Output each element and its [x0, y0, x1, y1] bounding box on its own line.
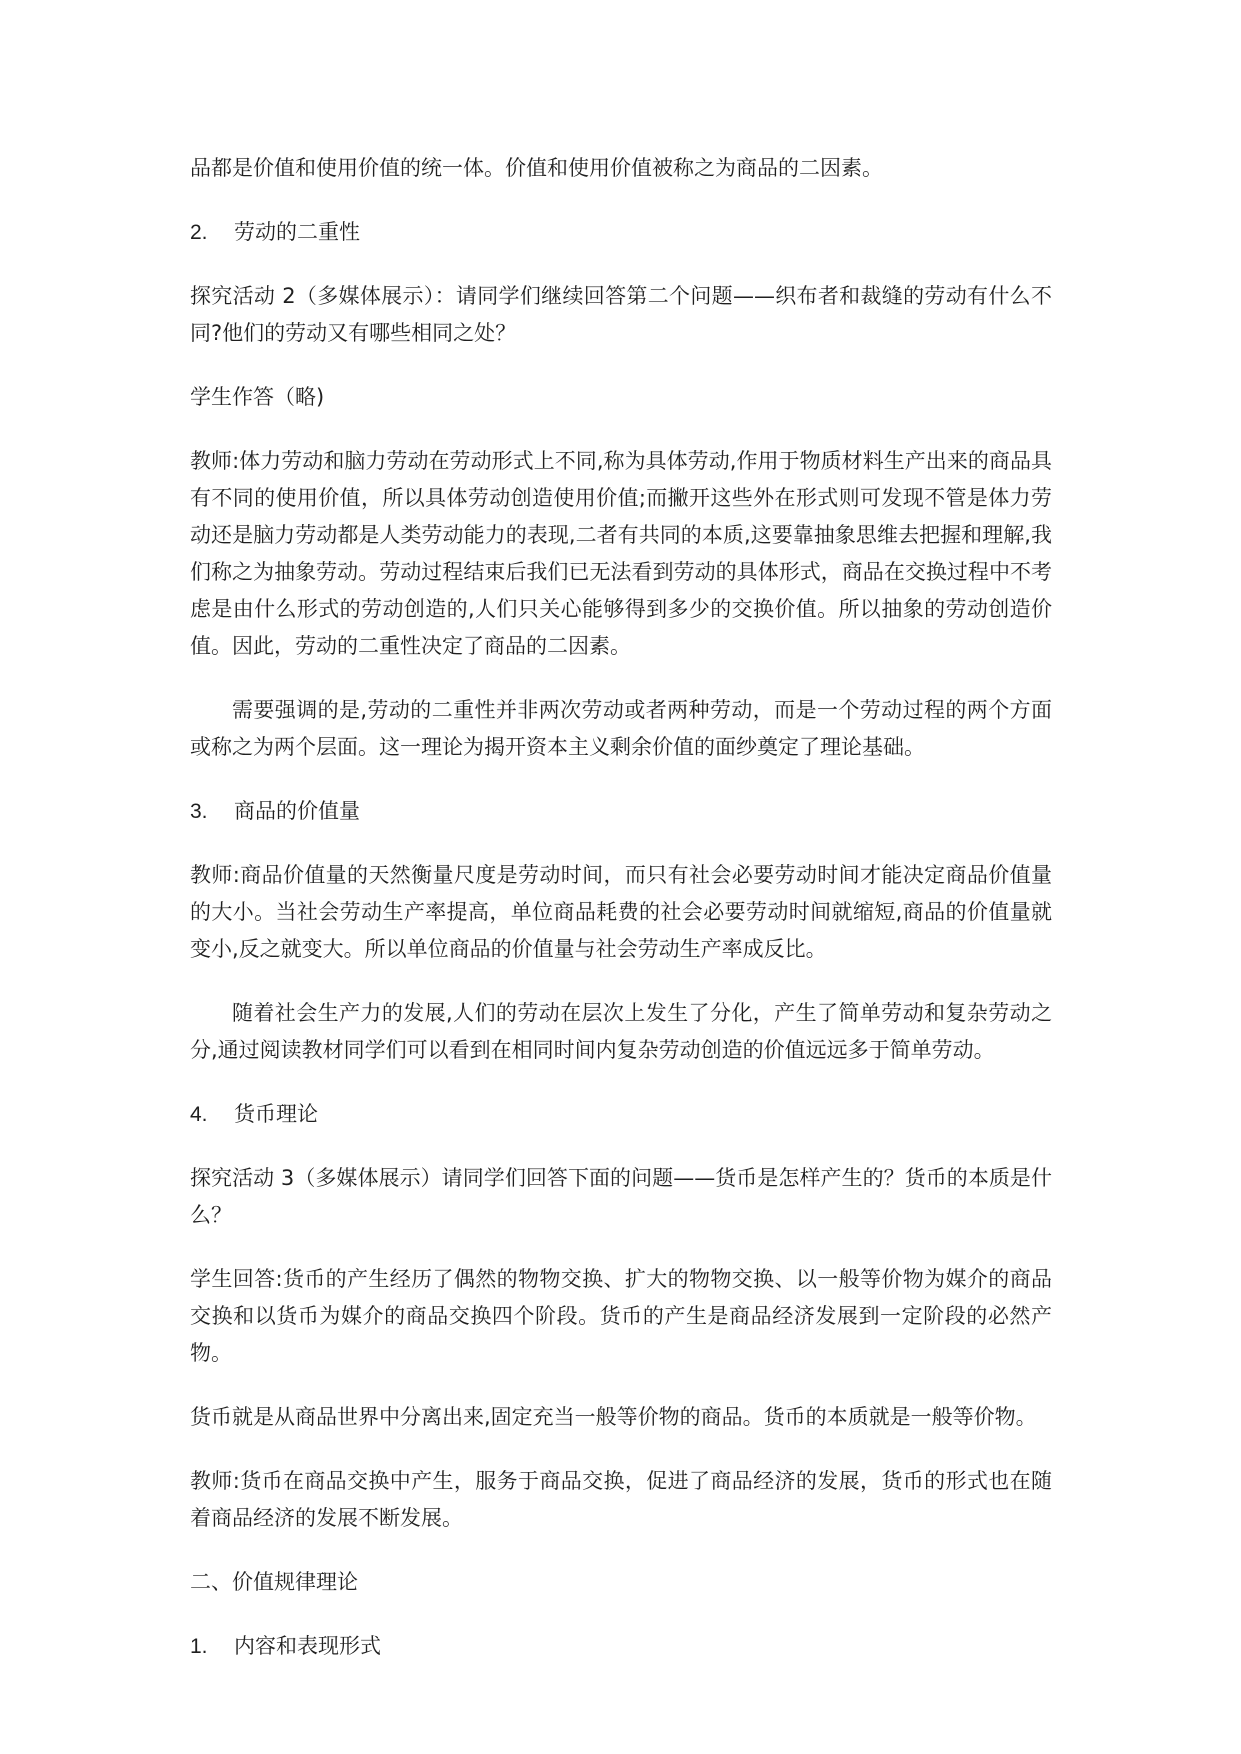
heading-text: 商品的价值量 [234, 799, 360, 823]
paragraph-activity-2: 探究活动 2（多媒体展示）：请同学们继续回答第二个问题——织布者和裁缝的劳动有什么不同?他们的劳动又有哪些相同之处？ [190, 284, 1052, 345]
heading-number: 3. [190, 800, 208, 823]
heading-money-theory [190, 1096, 1052, 1133]
paragraph-teacher-labor: 教师:体力劳动和脑力劳动在劳动形式上不同,称为具体劳动,作用于物质材料生产出来的商品具有不同的使用价值，所以具体劳动创造使用价值;而撇开这些外在形式则可发现不管是体力劳动还是脑力劳动都是人类劳动能力的表现,二者有共同的本质,这要靠抽象思维去把握和理解,我们称之为抽象劳动。劳动过程结束后我们已无法看到劳动的具体形式，商品在交换过程中不考虑是由什么形式的劳动创造的,人们只关心能够得到多少的交换价值。所以抽象的劳动创造价值。因此，劳动的二重性决定了商品的二因素。 [190, 449, 1052, 658]
paragraph-student-money-answer: 学生回答:货币的产生经历了偶然的物物交换、扩大的物物交换、以一般等价物为媒介的商品交换和以货币为媒介的商品交换四个阶段。货币的产生是商品经济发展到一定阶段的必然产物。 [190, 1267, 1052, 1365]
paragraph-emphasis: 需要强调的是,劳动的二重性并非两次劳动或者两种劳动，而是一个劳动过程的两个方面或称之为两个层面。这一理论为揭开资本主义剩余价值的面纱奠定了理论基础。 [190, 698, 1052, 759]
heading-number: 2. [190, 221, 208, 244]
heading-text: 货币理论 [234, 1102, 318, 1126]
paragraph-student-answer: 学生作答（略) [190, 385, 325, 409]
heading-number: 4. [190, 1103, 208, 1126]
paragraph-money-essence: 货币就是从商品世界中分离出来,固定充当一般等价物的商品。货币的本质就是一般等价物。 [190, 1405, 1037, 1429]
paragraph-simple-complex-labor: 随着社会生产力的发展,人们的劳动在层次上发生了分化，产生了简单劳动和复杂劳动之分,通过阅读教材同学们可以看到在相同时间内复杂劳动创造的价值远远多于简单劳动。 [190, 1001, 1052, 1062]
heading-text: 内容和表现形式 [234, 1634, 381, 1658]
heading-text: 劳动的二重性 [234, 220, 360, 244]
paragraph-teacher-money: 教师:货币在商品交换中产生，服务于商品交换，促进了商品经济的发展，货币的形式也在随着商品经济的发展不断发展。 [190, 1469, 1052, 1530]
paragraph-teacher-value-quantity: 教师:商品价值量的天然衡量尺度是劳动时间，而只有社会必要劳动时间才能决定商品价值量的大小。当社会劳动生产率提高，单位商品耗费的社会必要劳动时间就缩短,商品的价值量就变小,反之就变大。所以单位商品的价值量与社会劳动生产率成反比。 [190, 863, 1052, 961]
paragraph-commodity-unity: 品都是价值和使用价值的统一体。价值和使用价值被称之为商品的二因素。 [190, 156, 883, 180]
document-page [190, 150, 1052, 1692]
heading-value-quantity [190, 793, 1052, 830]
section-heading-law-of-value: 二、价值规律理论 [190, 1570, 358, 1594]
heading-content-and-form [190, 1628, 1052, 1665]
heading-dual-nature-of-labor [190, 214, 1052, 251]
heading-number: 1. [190, 1635, 208, 1658]
paragraph-activity-3: 探究活动 3（多媒体展示）请同学们回答下面的问题——货币是怎样产生的？货币的本质是什么？ [190, 1166, 1052, 1227]
